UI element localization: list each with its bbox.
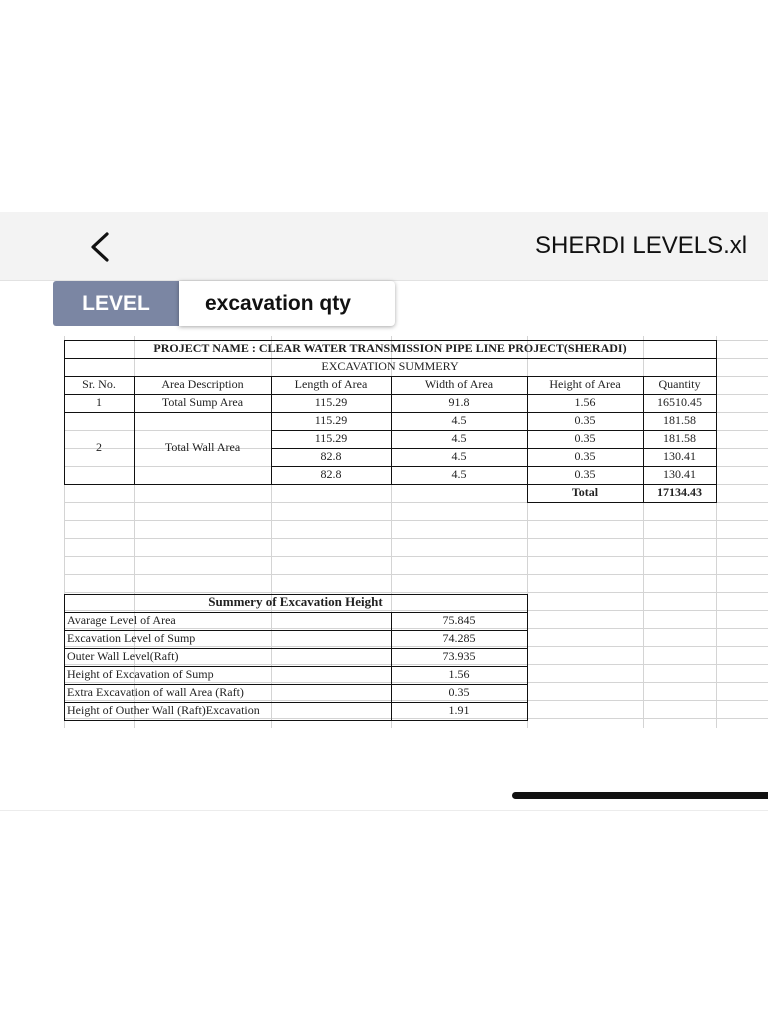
grid-hline <box>64 682 768 683</box>
tab-level[interactable]: LEVEL <box>53 281 179 326</box>
row-5-width: 4.5 <box>451 467 467 481</box>
top-bar <box>0 212 768 281</box>
sheet-tabs <box>0 281 768 331</box>
row-2-sr: 2 <box>96 440 102 454</box>
row-1-width: 91.8 <box>448 395 470 409</box>
row-3-width: 4.5 <box>451 431 467 445</box>
row-2-desc: Total Wall Area <box>164 440 241 454</box>
grid-hline <box>64 592 768 593</box>
row-4-quantity: 130.41 <box>663 449 696 463</box>
chevron-left-icon[interactable] <box>84 230 118 264</box>
row-3-height: 0.35 <box>574 431 596 445</box>
total-label: Total <box>571 485 599 499</box>
tab-excavation-qty[interactable]: excavation qty <box>179 281 395 326</box>
row-2-height: 0.35 <box>574 413 596 427</box>
summary-value-2: 74.285 <box>442 631 476 645</box>
row-4-length: 82.8 <box>320 449 342 463</box>
header-width: Width of Area <box>424 377 494 391</box>
row-5-length: 82.8 <box>320 467 342 481</box>
summary-label-1: Avarage Level of Area <box>67 613 176 627</box>
row-3-quantity: 181.58 <box>663 431 696 445</box>
summary-value-6: 1.91 <box>448 703 470 717</box>
row-2-width: 4.5 <box>451 413 467 427</box>
summary-value-3: 73.935 <box>442 649 476 663</box>
header-height: Height of Area <box>549 377 621 391</box>
grid-hline <box>64 520 768 521</box>
row-1-height: 1.56 <box>574 395 596 409</box>
summary-label-4: Height of Excavation of Sump <box>67 667 214 681</box>
summary-label-5: Extra Excavation of wall Area (Raft) <box>67 685 244 699</box>
row-1-sr: 1 <box>96 395 102 409</box>
summary-value-4: 1.56 <box>448 667 470 681</box>
row-4-height: 0.35 <box>574 449 596 463</box>
row-1-desc: Total Sump Area <box>161 395 244 409</box>
summary-label-2: Excavation Level of Sump <box>67 631 196 645</box>
header-area-description: Area Description <box>161 377 244 391</box>
project-title: PROJECT NAME : CLEAR WATER TRANSMISSION PIPE LINE PROJECT(SHERADI) <box>153 341 627 355</box>
header-sr-no: Sr. No. <box>82 377 116 391</box>
grid-hline <box>64 718 768 719</box>
cell-border <box>527 594 528 721</box>
file-name: SHERDI LEVELS.xl <box>535 232 748 259</box>
grid-hline <box>64 556 768 557</box>
grid-hline <box>64 646 768 647</box>
total-value: 17134.43 <box>657 485 702 499</box>
horizontal-scrollbar[interactable] <box>512 792 768 799</box>
row-1-quantity: 16510.45 <box>657 395 702 409</box>
cell-border <box>64 720 528 721</box>
grid-hline <box>64 664 768 665</box>
row-2-quantity: 181.58 <box>663 413 696 427</box>
row-3-length: 115.29 <box>314 431 348 445</box>
grid-hline <box>64 628 768 629</box>
summary-label-6: Height of Outher Wall (Raft)Excavation <box>67 703 260 717</box>
summary-value-5: 0.35 <box>448 685 470 699</box>
row-4-width: 4.5 <box>451 449 467 463</box>
row-2-length: 115.29 <box>314 413 348 427</box>
row-1-length: 115.29 <box>314 395 348 409</box>
header-quantity: Quantity <box>658 377 701 391</box>
grid-hline <box>64 574 768 575</box>
header-length: Length of Area <box>294 377 368 391</box>
grid-hline <box>64 610 768 611</box>
cell-border <box>527 502 717 503</box>
summary-title: Summery of Excavation Height <box>208 594 383 609</box>
row-5-quantity: 130.41 <box>663 467 696 481</box>
summary-value-1: 75.845 <box>442 613 476 627</box>
cell-border <box>716 340 717 503</box>
grid-hline <box>64 700 768 701</box>
spreadsheet-grid[interactable] <box>0 336 768 728</box>
summary-label-3: Outer Wall Level(Raft) <box>67 649 179 663</box>
viewer-bottom-divider <box>0 810 768 811</box>
grid-hline <box>64 538 768 539</box>
row-5-height: 0.35 <box>574 467 596 481</box>
cell-border <box>134 376 135 485</box>
sheet-subtitle: EXCAVATION SUMMERY <box>321 359 459 373</box>
